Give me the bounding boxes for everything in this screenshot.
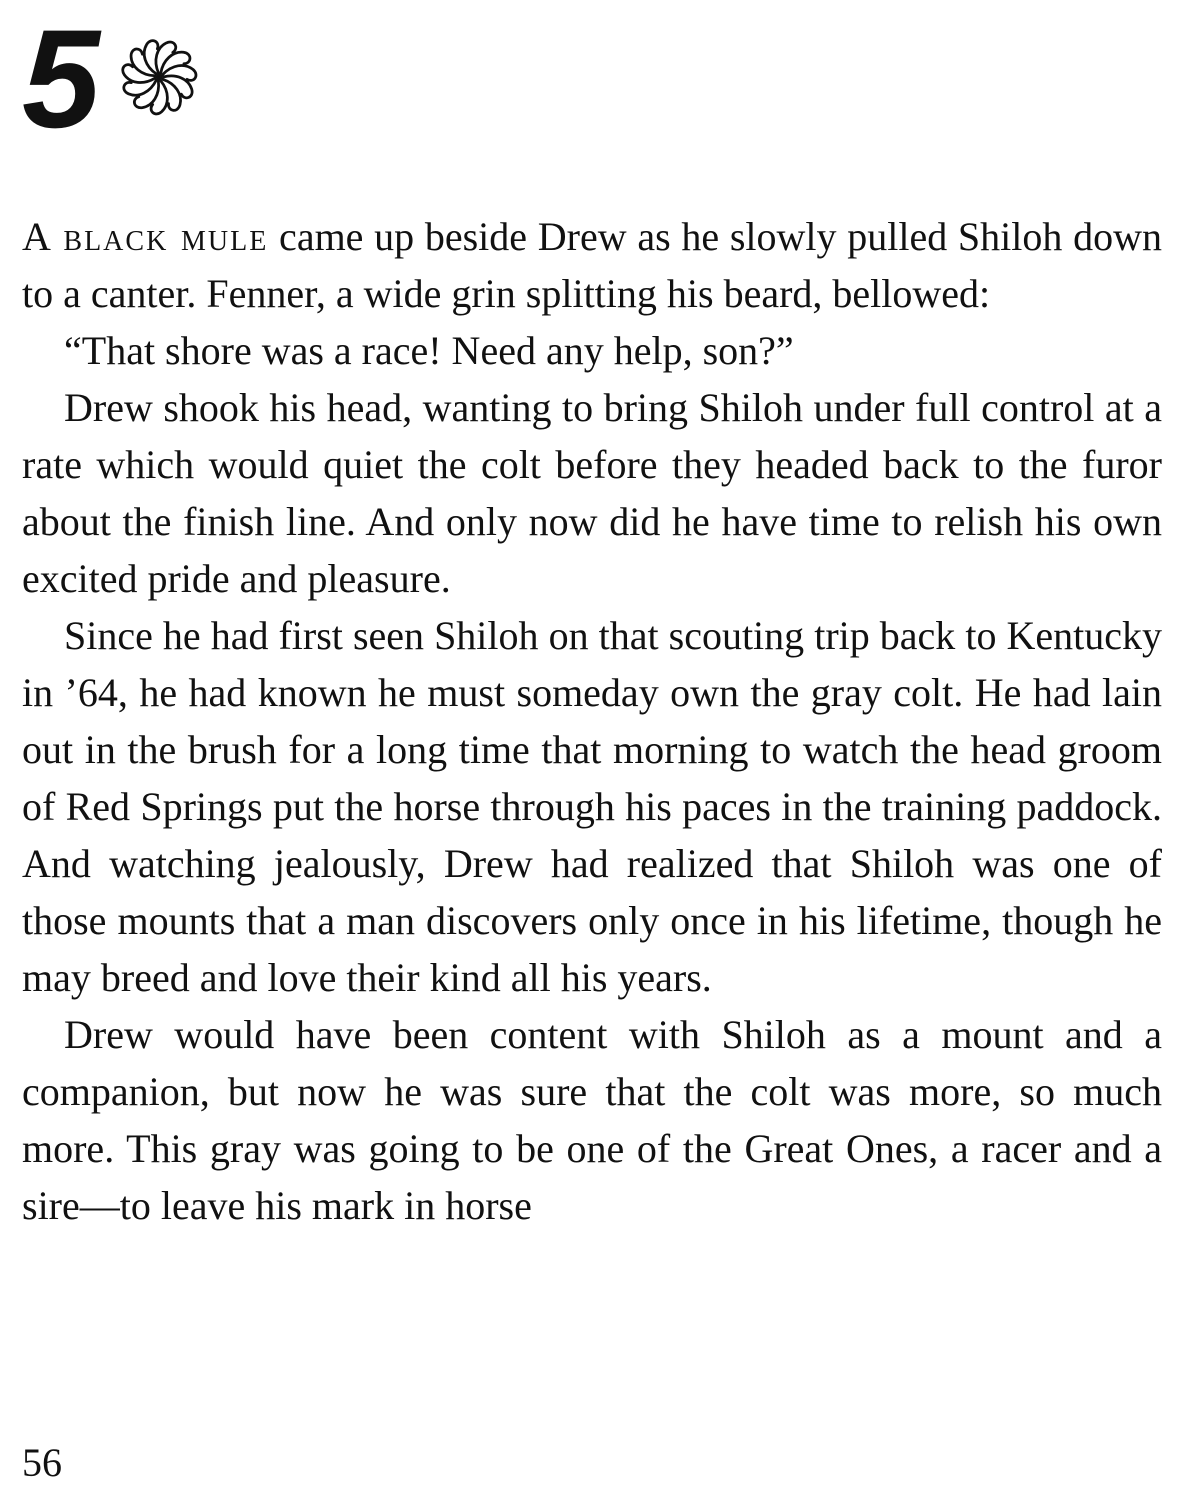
paragraph-text: came up beside Drew as he slowly pulled Shiloh down to a canter. Fenner, a wide grin splitting his beard, bellowed:	[22, 214, 1162, 316]
paragraph-3: Drew shook his head, wanting to bring Shiloh under full control at a rate which would quiet the colt before they headed back to the furor about the finish line. And only now did he have time to relish his own excited pride and pleasure.	[22, 385, 1162, 601]
chapter-heading	[22, 0, 202, 157]
chapter-number: 5	[22, 0, 98, 157]
paragraph-4: Since he had first seen Shiloh on that scouting trip back to Kentucky in ’64, he had known he must someday own the gray colt. He had lain out in the brush for a long time that morning to watch the head groom of Red Springs put the horse through his paces in the training paddock. And watching jealously, Drew had realized that Shiloh was one of those mounts that a man discovers only once in his lifetime, though he may breed and love their kind all his years.	[22, 613, 1162, 1000]
paragraph-lead-smallcaps: A black mule	[22, 214, 269, 259]
pinwheel-flower-ornament-icon	[116, 34, 202, 120]
paragraph-5: Drew would have been content with Shiloh as a mount and a companion, but now he was sure that the colt was more, so much more. This gray was going to be one of the Great Ones, a racer and a sire—to leave his mark in horse	[22, 1012, 1162, 1228]
body-text	[22, 208, 1162, 1234]
page-number: 56	[22, 1440, 62, 1485]
paragraph-2: “That shore was a race! Need any help, son?”	[64, 328, 794, 373]
paragraph-1	[22, 208, 1162, 322]
